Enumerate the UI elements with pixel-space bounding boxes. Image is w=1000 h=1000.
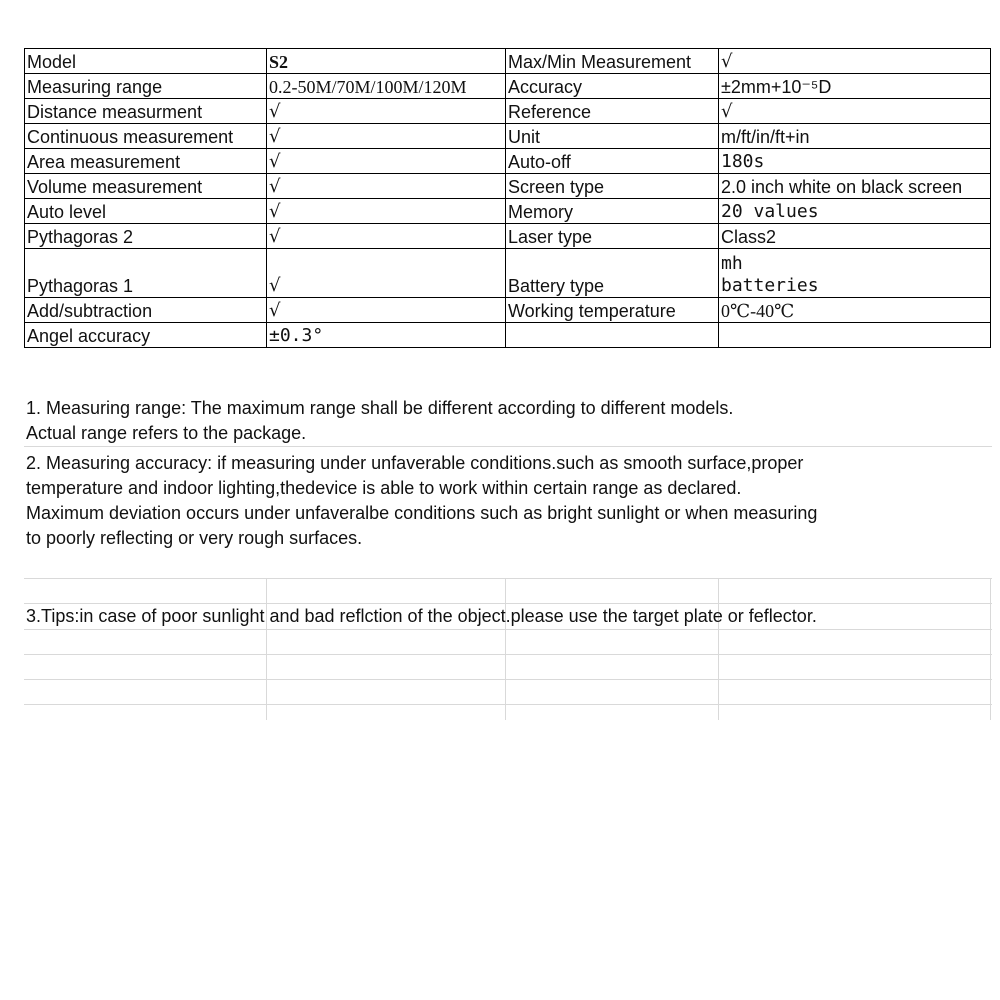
spec-value: 180s <box>719 149 991 174</box>
table-row <box>25 224 991 249</box>
spec-label: Accuracy <box>506 74 719 99</box>
spec-table <box>24 48 991 348</box>
table-row <box>25 174 991 199</box>
note-2-line-2: temperature and indoor lighting,thedevice is able to work within certain range as declared. <box>26 478 742 498</box>
spec-value: 0℃-40℃ <box>719 298 991 323</box>
check-mark: √ <box>267 224 506 249</box>
spec-value: ±2mm+10⁻⁵D <box>719 74 991 99</box>
spec-label: Auto level <box>25 199 267 224</box>
note-2-line-3: Maximum deviation occurs under unfaveralbe conditions such as bright sunlight or when measuring <box>26 503 818 523</box>
gridline <box>24 629 992 630</box>
table-row <box>25 74 991 99</box>
spec-label: Unit <box>506 124 719 149</box>
note-2-line-1: 2. Measuring accuracy: if measuring under unfaverable conditions.such as smooth surface,proper <box>26 453 804 473</box>
gridline <box>990 578 991 720</box>
model-value: S2 <box>267 49 506 74</box>
spec-label: Max/Min Measurement <box>506 49 719 74</box>
spec-label: Pythagoras 2 <box>25 224 267 249</box>
spec-label: Reference <box>506 99 719 124</box>
table-row <box>25 149 991 174</box>
check-mark: √ <box>267 124 506 149</box>
spec-value: Class2 <box>719 224 991 249</box>
spec-value: ±0.3° <box>267 323 506 348</box>
table-row <box>25 49 991 74</box>
note-1-line-1: 1. Measuring range: The maximum range shall be different according to different models. <box>26 398 734 418</box>
note-2-line-4: to poorly reflecting or very rough surfaces. <box>26 528 363 548</box>
spec-value <box>719 323 991 348</box>
spec-label <box>506 323 719 348</box>
spec-label: Continuous measurement <box>25 124 267 149</box>
spec-label: Battery type <box>506 249 719 298</box>
table-row <box>25 323 991 348</box>
spec-value: 20 values <box>719 199 991 224</box>
battery-line: mh <box>721 253 743 274</box>
spec-label: Memory <box>506 199 719 224</box>
spec-label: Distance measurment <box>25 99 267 124</box>
gridline <box>505 578 506 720</box>
spec-value: 2.0 inch white on black screen <box>719 174 991 199</box>
spec-label: Working temperature <box>506 298 719 323</box>
spec-label: Angel accuracy <box>25 323 267 348</box>
check-mark: √ <box>267 174 506 199</box>
gridline <box>24 446 992 447</box>
battery-value <box>719 249 991 298</box>
gridline <box>24 578 992 579</box>
gridline <box>24 679 992 680</box>
spec-label: Area measurement <box>25 149 267 174</box>
spec-label: Screen type <box>506 174 719 199</box>
note-1-line-2: Actual range refers to the package. <box>26 423 307 443</box>
spec-value: m/ft/in/ft+in <box>719 124 991 149</box>
check-mark: √ <box>267 298 506 323</box>
check-mark: √ <box>267 99 506 124</box>
table-row <box>25 99 991 124</box>
check-mark: √ <box>267 149 506 174</box>
table-row <box>25 249 991 298</box>
gridline <box>24 654 992 655</box>
check-mark: √ <box>267 249 506 298</box>
spec-label: Measuring range <box>25 74 267 99</box>
gridline <box>24 704 992 705</box>
gridline <box>266 578 267 720</box>
spec-label: Volume measurement <box>25 174 267 199</box>
table-row <box>25 124 991 149</box>
check-mark: √ <box>719 49 991 74</box>
note-3: 3.Tips:in case of poor sunlight and bad reflction of the object.please use the target plate or feflector. <box>26 606 817 626</box>
spec-label: Auto-off <box>506 149 719 174</box>
check-mark: √ <box>719 99 991 124</box>
spec-value: 0.2-50M/70M/100M/120M <box>267 74 506 99</box>
battery-line: batteries <box>721 275 819 296</box>
check-mark: √ <box>267 199 506 224</box>
table-row <box>25 199 991 224</box>
spec-label: Model <box>25 49 267 74</box>
spec-label: Pythagoras 1 <box>25 249 267 298</box>
gridline <box>718 578 719 720</box>
spec-label: Laser type <box>506 224 719 249</box>
spec-label: Add/subtraction <box>25 298 267 323</box>
table-row <box>25 298 991 323</box>
